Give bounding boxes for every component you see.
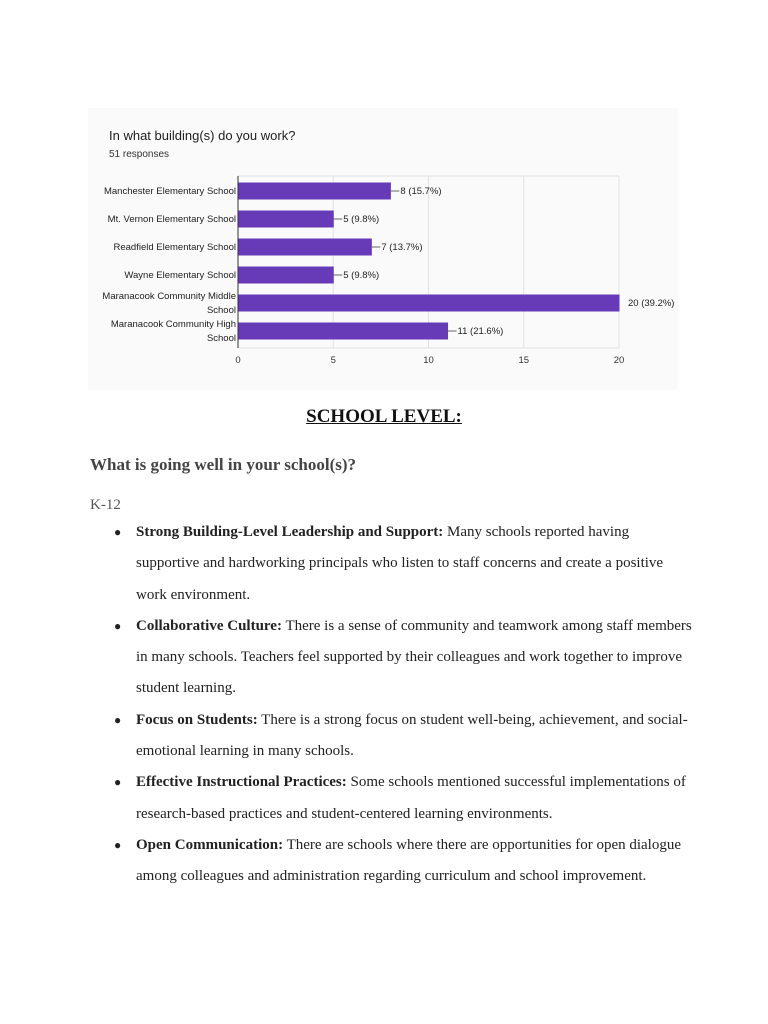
bullet-list xyxy=(114,517,696,893)
bullet-dot-icon: ● xyxy=(114,618,122,633)
bullet-text: There is a sense of community and teamwork among staff members in many schools. Teachers feel supported by their colleagues and work together to improve student learning. xyxy=(136,617,692,697)
data-label: 5 (9.8%) xyxy=(343,270,380,281)
data-label: 20 (39.2%) xyxy=(628,298,675,309)
data-label: 8 (15.7%) xyxy=(400,186,442,197)
data-label: 5 (9.8%) xyxy=(343,214,380,225)
bullet-text: There are schools where there are opportunities for open dialogue among colleagues and administration regarding curriculum and school improvement. xyxy=(136,836,681,885)
bar xyxy=(239,183,391,200)
category-label: Manchester Elementary School xyxy=(103,186,236,197)
bar xyxy=(239,323,449,340)
category-label: School xyxy=(206,333,236,344)
bullet-title: Focus on Students: xyxy=(136,711,258,728)
question-heading: What is going well in your school(s)? xyxy=(90,455,357,474)
data-label: 11 (21.6%) xyxy=(457,326,504,337)
x-tick-label: 15 xyxy=(518,355,530,366)
chart-title: In what building(s) do you work? xyxy=(109,128,296,143)
category-label: Wayne Elementary School xyxy=(124,270,236,281)
category-label: Maranacook Community High xyxy=(110,319,236,330)
bar xyxy=(239,239,372,256)
bar-chart-panel xyxy=(88,108,678,390)
bullet-dot-icon: ● xyxy=(114,525,122,539)
bar xyxy=(239,211,334,228)
x-tick-label: 10 xyxy=(423,355,434,366)
bullet-title: Strong Building-Level Leadership and Support: xyxy=(136,524,444,540)
category-label: School xyxy=(206,305,236,316)
bullet-item xyxy=(114,767,696,830)
bullet-dot-icon: ● xyxy=(114,775,122,790)
bar xyxy=(239,295,620,312)
grade-range-label: K-12 xyxy=(90,497,121,513)
bullet-title: Collaborative Culture: xyxy=(136,617,282,634)
bullet-text: Some schools mentioned successful implementations of research-based practices and student-centered learning environments. xyxy=(136,774,686,822)
bullet-item xyxy=(114,705,696,768)
bullet-title: Effective Instructional Practices: xyxy=(136,774,347,791)
section-heading: SCHOOL LEVEL: xyxy=(306,406,462,427)
bar-chart xyxy=(88,108,678,390)
category-label: Mt. Vernon Elementary School xyxy=(107,214,236,225)
x-tick-label: 5 xyxy=(330,355,336,366)
bar xyxy=(239,267,334,284)
category-label: Readfield Elementary School xyxy=(113,242,236,253)
bullet-dot-icon: ● xyxy=(114,712,122,727)
chart-subtitle: 51 responses xyxy=(109,149,170,160)
bullet-title: Open Communication: xyxy=(136,836,284,853)
bullet-item xyxy=(114,517,696,611)
data-label: 7 (13.7%) xyxy=(381,242,423,253)
bullet-dot-icon: ● xyxy=(114,837,122,852)
bullet-item xyxy=(114,611,696,705)
bullet-text: There is a strong focus on student well-being, achievement, and social-emotional learning in many schools. xyxy=(136,711,688,760)
bullet-item xyxy=(114,830,696,893)
x-tick-label: 20 xyxy=(613,355,625,366)
bullet-text: Many schools reported having supportive and hardworking principals who listen to staff concerns and create a positive work environment. xyxy=(136,524,664,603)
x-tick-label: 0 xyxy=(235,355,241,366)
category-label: Maranacook Community Middle xyxy=(102,291,236,302)
